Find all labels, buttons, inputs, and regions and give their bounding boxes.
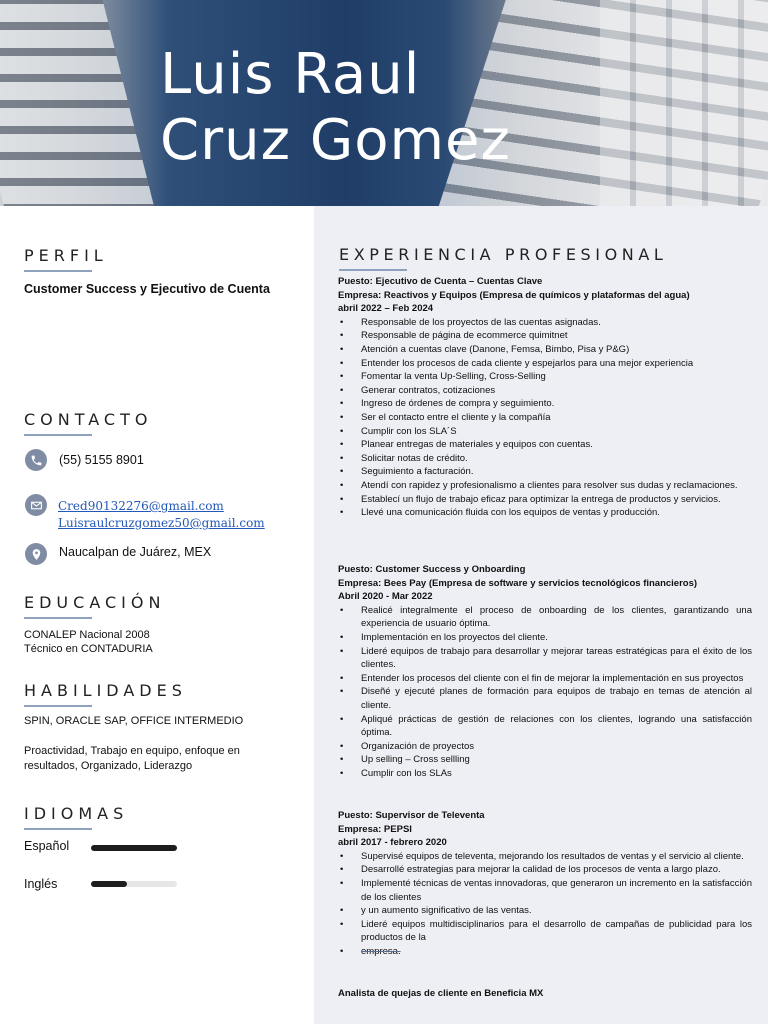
- perfil-text: Customer Success y Ejecutivo de Cuenta: [24, 282, 270, 296]
- job-bullet: • Fomentar la venta Up-Selling, Cross-Selling: [338, 370, 752, 384]
- candidate-name: [160, 42, 511, 174]
- job-bullet: • Diseñé y ejecuté planes de formación para equipos de trabajo en temas de atención al cliente.: [338, 685, 752, 712]
- building-right-image-overlay: [600, 0, 768, 206]
- language-bar-ingles: [91, 881, 177, 887]
- job-3-puesto: Puesto: Supervisor de Televenta: [338, 810, 485, 821]
- job-bullet: • Establecí un flujo de trabajo eficaz para optimizar la entrega de productos y servicios.: [338, 493, 752, 507]
- job-bullet: • Ingreso de órdenes de compra y seguimiento.: [338, 397, 752, 411]
- email-icon: [25, 494, 47, 516]
- name-line-1: Luis Raul: [160, 42, 421, 107]
- job-1-empresa: Empresa: Reactivos y Equipos (Empresa de químicos y plataformas del agua): [338, 289, 690, 301]
- job-bullet: • Cumplir con los SLA´S: [338, 425, 752, 439]
- language-bar-fill-espanol: [91, 845, 177, 851]
- habilidades-line-2: Proactividad, Trabajo en equipo, enfoque en: [24, 745, 240, 757]
- job-3-fecha: abril 2017 - febrero 2020: [338, 837, 447, 849]
- job-bullet: • Seguimiento a facturación.: [338, 465, 752, 479]
- contacto-heading: CONTACTO: [24, 410, 153, 429]
- job-4: [338, 987, 752, 1001]
- job-1: [338, 275, 752, 520]
- habilidades-line-1: SPIN, ORACLE SAP, OFFICE INTERMEDIO: [24, 715, 244, 727]
- location-pin-icon: [25, 543, 47, 565]
- job-bullet: • Responsable de los proyectos de las cuentas asignadas.: [338, 316, 752, 330]
- habilidades-heading: HABILIDADES: [24, 681, 187, 700]
- job-bullet: • Implementación en los proyectos del cliente.: [338, 631, 752, 645]
- job-3-bullets: [338, 850, 752, 959]
- name-line-2: Cruz Gomez: [160, 108, 511, 173]
- job-bullet: • Entender los procesos de cada cliente y espejarlos para una mejor experiencia: [338, 357, 752, 371]
- habilidades-line-3: resultados, Organizado, Liderazgo: [24, 760, 193, 772]
- job-4-title: Analista de quejas de cliente en Beneficia MX: [338, 988, 544, 999]
- phone-icon: [25, 449, 47, 471]
- job-bullet: • Organización de proyectos: [338, 740, 752, 754]
- phone-number: (55) 5155 8901: [59, 453, 144, 467]
- job-2-empresa: Empresa: Bees Pay (Empresa de software y servicios tecnológicos financieros): [338, 577, 698, 589]
- language-label-espanol: Español: [24, 839, 70, 853]
- job-bullet: • Cumplir con los SLAs: [338, 767, 752, 781]
- job-bullet: • Atención a cuentas clave (Danone, Femsa, Bimbo, Pisa y P&G): [338, 343, 752, 357]
- location-text: Naucalpan de Juárez, MEX: [59, 545, 212, 559]
- language-bar-fill-ingles: [91, 881, 127, 887]
- job-bullet: • Solicitar notas de crédito.: [338, 452, 752, 466]
- job-2-puesto: Puesto: Customer Success y Onboarding: [338, 564, 526, 575]
- job-2-fecha: Abril 2020 - Mar 2022: [338, 591, 433, 603]
- job-bullet: • Supervisé equipos de televenta, mejorando los resultados de ventas y el servicio al cliente.: [338, 850, 752, 864]
- job-bullet: • Lideré equipos de trabajo para desarrollar y mejorar tareas estratégicas para el éxito de los clientes.: [338, 645, 752, 672]
- job-bullet: • y un aumento significativo de las ventas.: [338, 904, 752, 918]
- job-2: [338, 563, 752, 781]
- job-bullet: • Planear entregas de materiales y equipos con cuentas.: [338, 438, 752, 452]
- perfil-heading: PERFIL: [24, 246, 108, 265]
- language-label-ingles: Inglés: [24, 877, 58, 891]
- job-bullet: • Implementé técnicas de ventas innovadoras, que generaron un incremento en la satisfacción de los clientes: [338, 877, 752, 904]
- email-link-1[interactable]: Cred90132276@gmail.com: [58, 499, 224, 513]
- header-banner: [0, 0, 768, 206]
- job-bullet: • Entender los procesos del cliente con el fin de mejorar la implementación en sus proyectos: [338, 672, 752, 686]
- job-bullet: • Responsable de página de ecommerce quimitnet: [338, 329, 752, 343]
- language-bar-espanol: [91, 845, 177, 851]
- idiomas-heading: IDIOMAS: [24, 804, 129, 823]
- job-1-bullets: [338, 316, 752, 520]
- job-bullet: • Ser el contacto entre el cliente y la compañía: [338, 411, 752, 425]
- building-left-image: [0, 0, 160, 206]
- job-bullet: • Apliqué prácticas de gestión de relaciones con los clientes, logrando una satisfacción óptima.: [338, 713, 752, 740]
- job-bullet: • Desarrollé estrategias para mejorar la calidad de los procesos de venta a largo plazo.: [338, 863, 752, 877]
- email-link-2[interactable]: Luisraulcruzgomez50@gmail.com: [58, 516, 265, 530]
- job-bullet: • Atendí con rapidez y profesionalismo a clientes para resolver sus dudas y reclamaciones.: [338, 479, 752, 493]
- job-bullet: • empresa.: [338, 945, 752, 959]
- job-bullet: • Lideré equipos multidisciplinarios para el desarrollo de campañas de publicidad para los productos de la: [338, 918, 752, 945]
- job-1-fecha: abril 2022 – Feb 2024: [338, 303, 434, 315]
- educacion-line-2: Técnico en CONTADURIA: [24, 643, 153, 655]
- job-3: [338, 809, 752, 959]
- job-bullet: • Realicé integralmente el proceso de onboarding de los clientes, garantizando una experiencia de usuario óptima.: [338, 604, 752, 631]
- job-1-puesto: Puesto: Ejecutivo de Cuenta – Cuentas Clave: [338, 276, 543, 287]
- educacion-line-1: CONALEP Nacional 2008: [24, 629, 150, 641]
- experiencia-heading: EXPERIENCIA PROFESIONAL: [339, 245, 668, 264]
- job-bullet: • Up selling – Cross sellling: [338, 753, 752, 767]
- educacion-heading: EDUCACIÓN: [24, 593, 166, 612]
- job-3-empresa: Empresa: PEPSI: [338, 823, 412, 835]
- job-bullet: • Llevé una comunicación fluida con los equipos de ventas y producción.: [338, 506, 752, 520]
- job-2-bullets: [338, 604, 752, 781]
- job-bullet: • Generar contratos, cotizaciones: [338, 384, 752, 398]
